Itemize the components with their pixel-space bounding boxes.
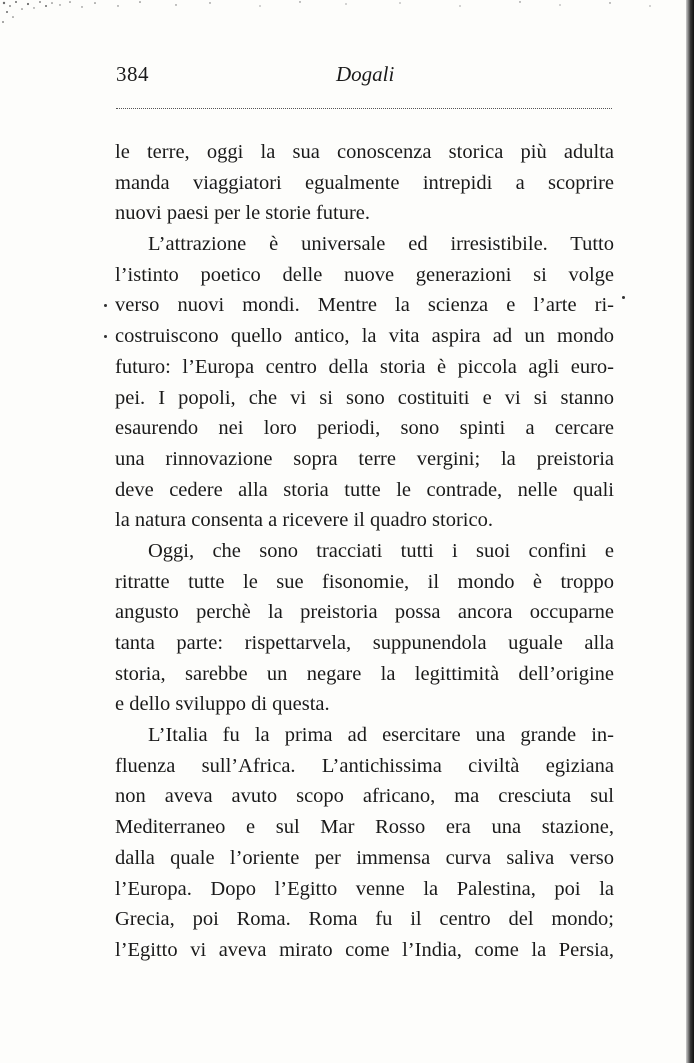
text-line: L’attrazione è universale ed irresistibile. Tutto xyxy=(148,233,614,256)
text-line: Oggi, che sono tracciati tutti i suoi confini e xyxy=(148,539,614,562)
text-line: futuro: l’Europa centro della storia è piccola agli euro- xyxy=(115,355,614,378)
paragraph xyxy=(115,229,614,536)
page-edge-shadow xyxy=(686,0,694,1063)
text-line: tanta parte: rispettarvela, suppunendola uguale alla xyxy=(115,632,614,654)
running-title: Dogali xyxy=(336,62,395,86)
header-dotted-rule xyxy=(116,108,612,109)
text-line: dalla quale l’oriente per immensa curva saliva verso xyxy=(115,846,614,869)
page-header xyxy=(116,62,614,98)
page-number: 384 xyxy=(116,62,149,86)
text-line: L’Italia fu la prima ad esercitare una grande in- xyxy=(148,724,614,747)
text-line: costruiscono quello antico, la vita aspira ad un mondo xyxy=(115,325,614,348)
paragraph xyxy=(115,137,614,229)
text-line: deve cedere alla storia tutte le contrade, nelle quali xyxy=(115,478,614,501)
text-line: manda viaggiatori egualmente intrepidi a scoprire xyxy=(115,171,614,194)
text-line: storia, sarebbe un negare la legittimità dell’origine xyxy=(115,662,614,685)
text-line: una rinnovazione sopra terre vergini; la preistoria xyxy=(115,447,614,470)
text-line: non aveva avuto scopo africano, ma cresciuta sul xyxy=(115,785,614,808)
margin-speck xyxy=(104,304,107,307)
text-line: angusto perchè la preistoria possa ancora occuparne xyxy=(115,601,614,624)
scan-speckle-noise xyxy=(0,0,694,40)
text-line: Grecia, poi Roma. Roma fu il centro del mondo; xyxy=(115,908,614,931)
paragraph xyxy=(115,536,614,720)
text-line: verso nuovi mondi. Mentre la scienza e l’arte ri- xyxy=(115,294,614,317)
text-line: l’Egitto vi aveva mirato come l’India, come la Persia, xyxy=(115,938,614,961)
text-line: pei. I popoli, che vi si sono costituiti e vi si stanno xyxy=(115,386,614,409)
text-line: esaurendo nei loro periodi, sono spinti a cercare xyxy=(115,417,614,440)
paragraph xyxy=(115,720,614,966)
text-line: nuovi paesi per le storie future. xyxy=(115,202,371,225)
text-line: e dello sviluppo di questa. xyxy=(115,693,330,716)
text-line: l’istinto poetico delle nuove generazioni si volge xyxy=(115,263,614,286)
body-text xyxy=(115,137,614,966)
text-line: ritratte tutte le sue fisonomie, il mondo è troppo xyxy=(115,570,614,593)
text-line: fluenza sull’Africa. L’antichissima civiltà egiziana xyxy=(115,754,614,777)
margin-speck xyxy=(622,296,625,299)
text-line: l’Europa. Dopo l’Egitto venne la Palestina, poi la xyxy=(115,877,614,900)
text-line: la natura consenta a ricevere il quadro storico. xyxy=(115,509,493,532)
margin-speck xyxy=(104,335,107,338)
text-line: Mediterraneo e sul Mar Rosso era una stazione, xyxy=(115,816,614,839)
text-line: le terre, oggi la sua conoscenza storica più adulta xyxy=(115,141,614,163)
